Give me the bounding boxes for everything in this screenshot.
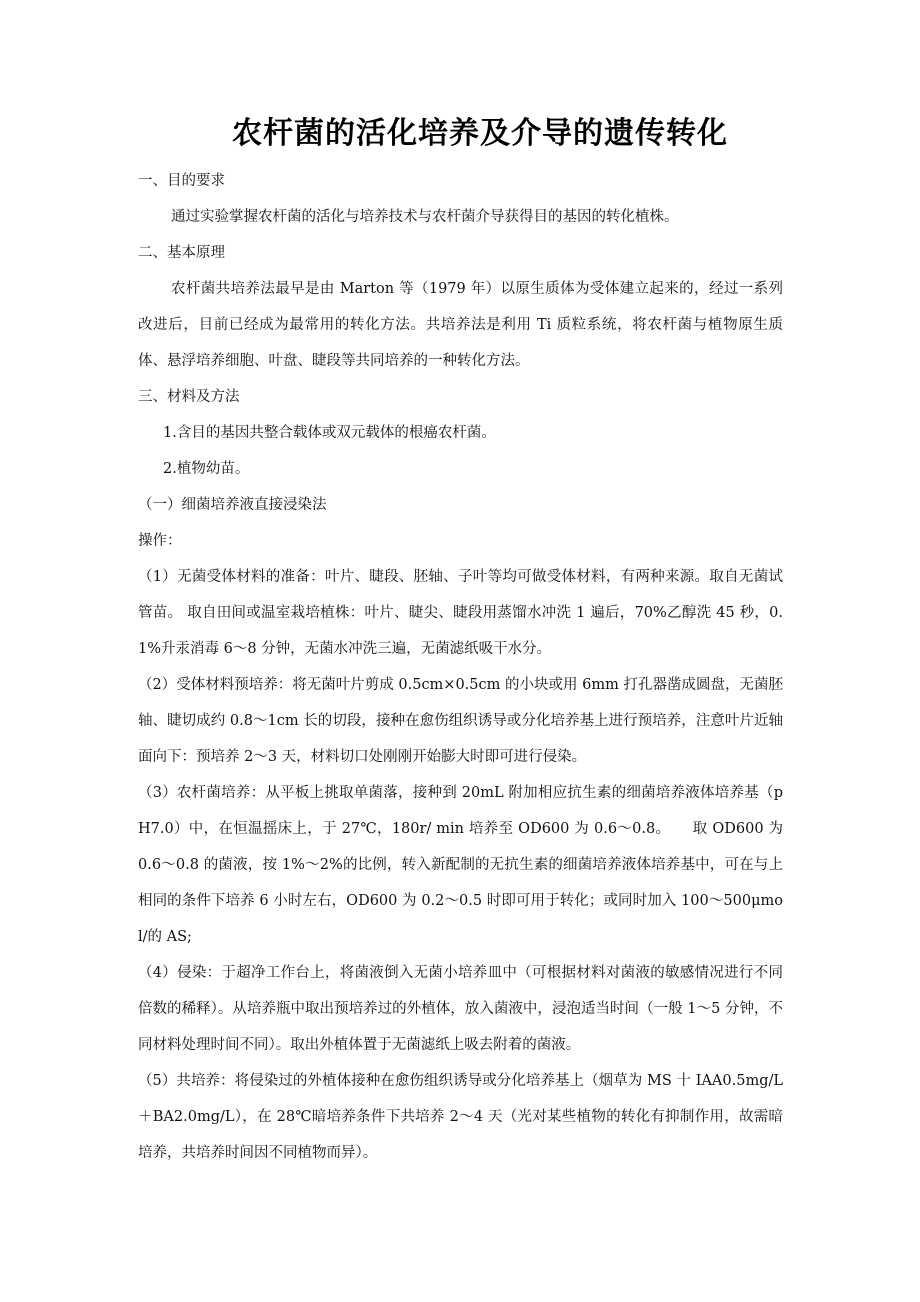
section-heading-objectives: 一、目的要求 — [138, 173, 225, 189]
principle-paragraph: 农杆菌共培养法最早是由 Marton 等（1979 年）以原生质体为受体建立起来的，经过一系列改进后，目前已经成为最常用的转化方法。共培养法是利用 Ti 质粒系统，将农杆菌与植物原生质体、悬浮培养细胞、叶盘、睫段等共同培养的一种转化方法。 — [138, 281, 783, 369]
material-item-2: 2.植物幼苗。 — [163, 461, 250, 477]
document-title: 农杆菌的活化培养及介导的遗传转化 — [232, 116, 728, 151]
step-3-paragraph: （3）农杆菌培养：从平板上挑取单菌落，接种到 20mL 附加相应抗生素的细菌培养液体培养基（pH7.0）中，在恒温摇床上，于 27℃，180r/ min 培养至 OD600 为 0.6～0.8。 取 OD600 为 0.6～0.8 的菌液，按 1%～2%的比例，转入新配制的无抗生素的细菌培养液体培养基中，可在与上相同的条件下培养 6 小时左右，OD600 为 0.2～0.5 时即可用于转化；或同时加入 100～500μmol/的 AS; — [138, 785, 783, 945]
section-heading-materials: 三、材料及方法 — [138, 389, 240, 405]
objectives-paragraph: 通过实验掌握农杆菌的活化与培养技术与农杆菌介导获得目的基因的转化植株。 — [171, 209, 679, 225]
subsection-heading-method: （一）细菌培养液直接浸染法 — [138, 497, 327, 513]
operation-label: 操作： — [138, 533, 182, 549]
material-item-1: 1.含目的基因共整合载体或双元载体的根癌农杆菌。 — [163, 425, 496, 441]
section-heading-principle: 二、基本原理 — [138, 245, 225, 261]
step-4-paragraph: （4）侵染：于超净工作台上，将菌液倒入无菌小培养皿中（可根据材料对菌液的敏感情况进行不同倍数的稀释）。从培养瓶中取出预培养过的外植体，放入菌液中，浸泡适当时间（一般 1～5 分钟，不同材料处理时间不同）。取出外植体置于无菌滤纸上吸去附着的菌液。 — [138, 965, 783, 1053]
step-1-paragraph: （1）无菌受体材料的准备：叶片、睫段、胚轴、子叶等均可做受体材料，有两种来源。取自无菌试管苗。 取自田间或温室栽培植株：叶片、睫尖、睫段用蒸馏水冲洗 1 遍后，70%乙醇洗 45 秒，0.1%升汞消毒 6～8 分钟，无菌水冲洗三遍，无菌滤纸吸干水分。 — [138, 569, 783, 657]
step-5-paragraph: （5）共培养：将侵染过的外植体接种在愈伤组织诱导或分化培养基上（烟草为 MS 十 IAA0.5mg/L＋BA2.0mg/L），在 28℃暗培养条件下共培养 2～4 天（光对某些植物的转化有抑制作用，故需暗培养，共培养时间因不同植物而异）。 — [138, 1073, 783, 1161]
step-2-paragraph: （2）受体材料预培养：将无菌叶片剪成 0.5cm×0.5cm 的小块或用 6mm 打孔器凿成圆盘，无菌胚轴、睫切成约 0.8～1cm 长的切段，接种在愈伤组织诱导或分化培养基上进行预培养，注意叶片近轴面向下：预培养 2～3 天，材料切口处刚刚开始膨大时即可进行侵染。 — [138, 677, 783, 765]
document-body — [138, 163, 783, 1171]
